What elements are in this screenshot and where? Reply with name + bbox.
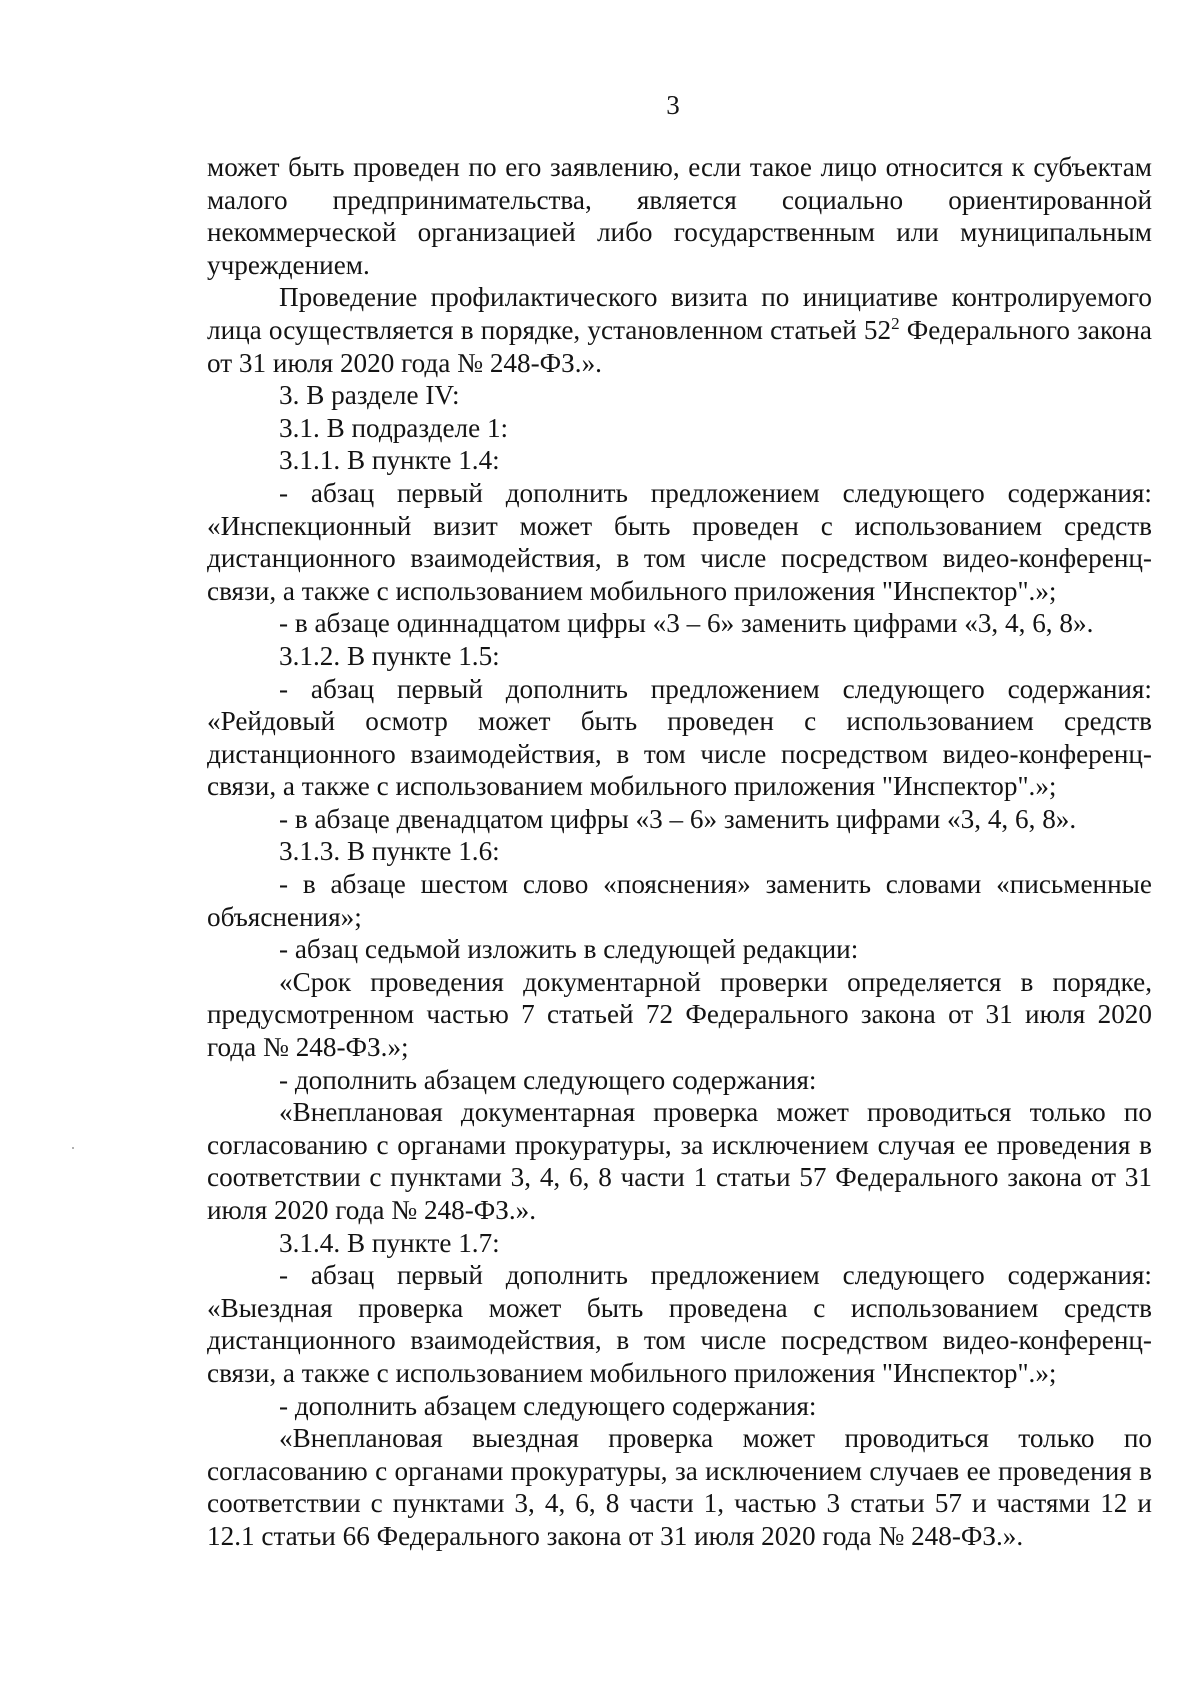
paragraph: - абзац первый дополнить предложением следующего содержания: «Выездная проверка может быть проведена с использованием средств дистанционного взаимодействия, в том числе посредством видео-конференц-связи, а также с использованием мобильного приложения "Инспектор".»; xyxy=(207,1260,1152,1388)
paragraph: «Внеплановая документарная проверка может проводиться только по согласованию с органами прокуратуры, за исключением случая ее проведения в соответствии с пунктами 3, 4, 6, 8 части 1 статьи 57 Федерального закона от 31 июля 2020 года № 248-ФЗ.». xyxy=(207,1097,1152,1225)
paragraph: «Срок проведения документарной проверки определяется в порядке, предусмотренном частью 7 статьей 72 Федерального закона от 31 июля 2020 года № 248-ФЗ.»; xyxy=(207,966,1152,1063)
document-body xyxy=(207,151,1152,1553)
paragraph: - абзац первый дополнить предложением следующего содержания: «Рейдовый осмотр может быть проведен с использованием средств дистанционного взаимодействия, в том числе посредством видео-конференц-связи, а также с использованием мобильного приложения "Инспектор".»; xyxy=(207,673,1152,802)
paragraph-1: может быть проведен по его заявлению, если такое лицо относится к субъектам малого предпринимательства, является социально ориентированной некоммерческой организацией либо государственным или муниципальным учреждением. xyxy=(207,152,1152,280)
item-heading: 3.1.1. В пункте 1.4: xyxy=(279,445,500,476)
paragraph: - дополнить абзацем следующего содержания: xyxy=(279,1390,817,1421)
paragraph: - абзац первый дополнить предложением следующего содержания: «Инспекционный визит может быть проведен с использованием средств дистанционного взаимодействия, в том числе посредством видео-конференц-связи, а также с использованием мобильного приложения "Инспектор".»; xyxy=(207,477,1152,606)
scan-speck xyxy=(72,1147,74,1149)
item-heading: 3.1.3. В пункте 1.6: xyxy=(279,836,500,867)
subsection-heading: 3.1. В подразделе 1: xyxy=(279,412,509,443)
paragraph-2 xyxy=(207,281,1152,379)
paragraph-2-tail: Федерального закона от 31 июля 2020 года № 248-ФЗ.». xyxy=(207,314,1153,378)
section-heading: 3. В разделе IV: xyxy=(279,380,460,411)
item-heading: 3.1.4. В пункте 1.7: xyxy=(279,1227,500,1258)
paragraph: - дополнить абзацем следующего содержания: xyxy=(279,1064,817,1095)
superscript: 2 xyxy=(891,313,900,333)
page-number: 3 xyxy=(666,90,680,120)
paragraph-2-text: Проведение профилактического визита по инициативе контролируемого лица осуществляется в порядке, установленном статьей 52 xyxy=(207,282,1152,345)
paragraph: - в абзаце шестом слово «пояснения» заменить словами «письменные объяснения»; xyxy=(207,869,1152,932)
paragraph: - в абзаце одиннадцатом цифры «3 – 6» заменить цифрами «3, 4, 6, 8». xyxy=(279,608,1094,639)
paragraph: - абзац седьмой изложить в следующей редакции: xyxy=(279,934,859,965)
paragraph: - в абзаце двенадцатом цифры «3 – 6» заменить цифрами «3, 4, 6, 8». xyxy=(279,803,1077,834)
item-heading: 3.1.2. В пункте 1.5: xyxy=(279,640,500,671)
paragraph: «Внеплановая выездная проверка может проводиться только по согласованию с органами прокуратуры, за исключением случаев ее проведения в соответствии с пунктами 3, 4, 6, 8 части 1, частью 3 статьи 57 и частями 12 и 12.1 статьи 66 Федерального закона от 31 июля 2020 года № 248-ФЗ.». xyxy=(207,1423,1152,1551)
